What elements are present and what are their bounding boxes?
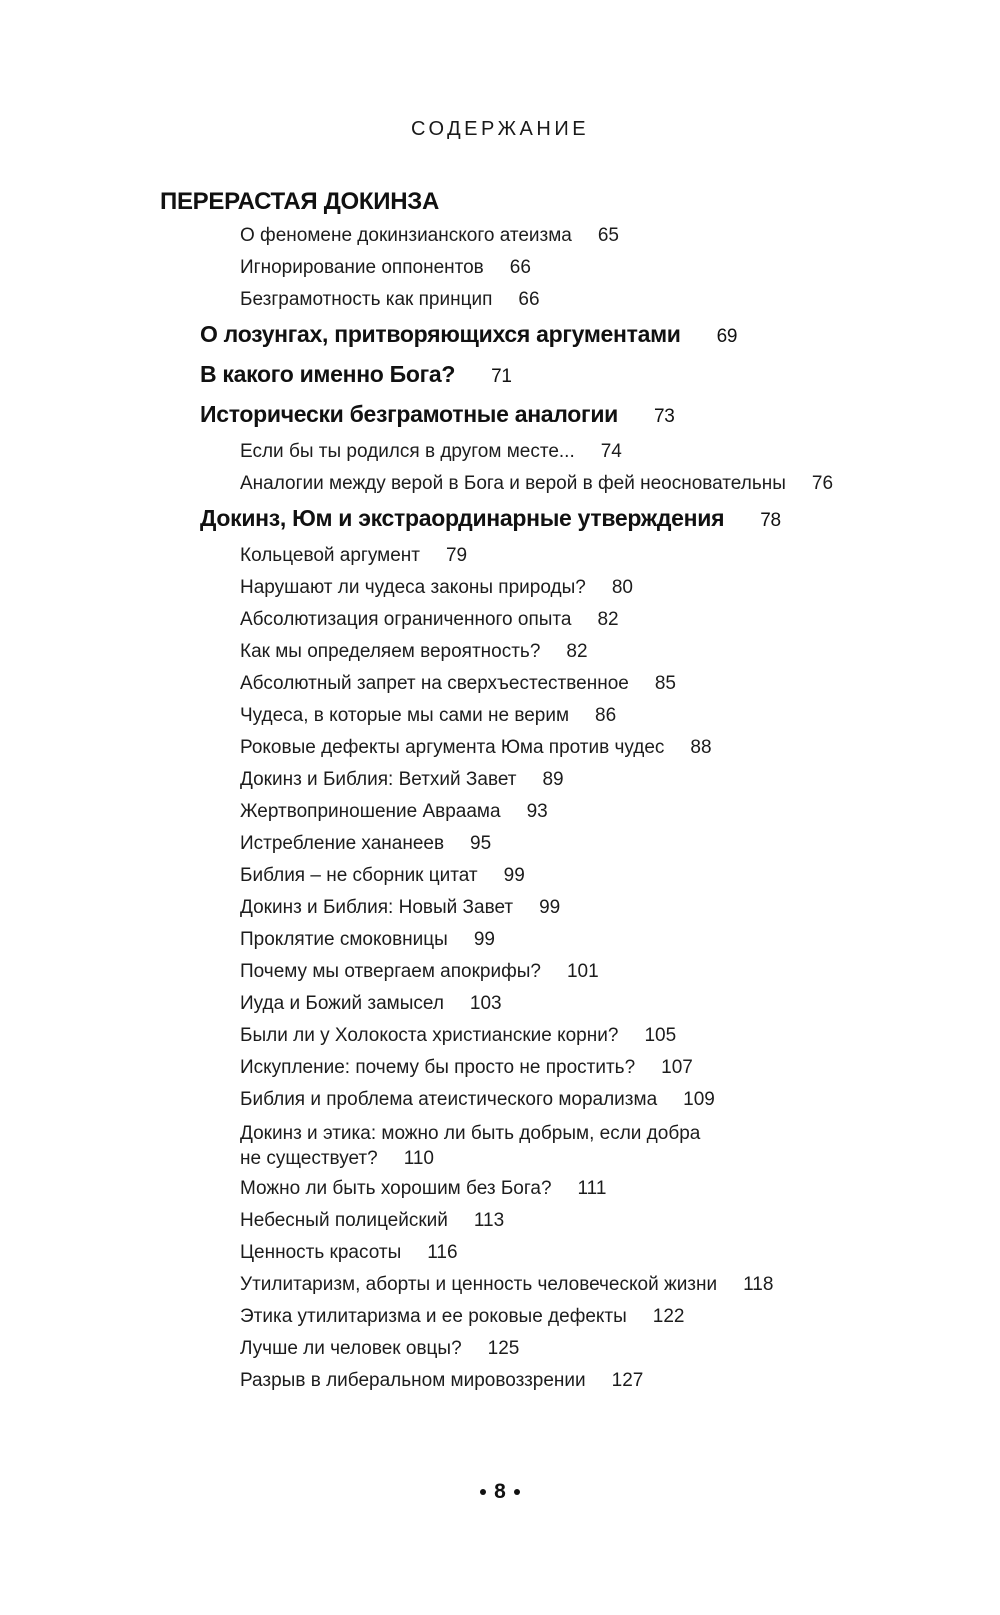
toc-chapter-title: Докинз, Юм и экстраординарные утверждения	[200, 505, 725, 531]
toc-entry-page: 105	[644, 1025, 677, 1046]
toc-entry-title: Докинз и этика: можно ли быть добрым, если добра не существует?	[240, 1123, 701, 1169]
running-head: СОДЕРЖАНИЕ	[410, 118, 590, 140]
toc-chapter-page: 78	[760, 510, 781, 531]
toc-entry-page: 118	[743, 1274, 774, 1295]
toc-entry-page: 82	[597, 609, 619, 630]
toc-entry-page: 74	[600, 441, 622, 462]
toc-entry-title: Искупление: почему бы просто не простить?	[240, 1057, 636, 1078]
toc-entry-page: 113	[473, 1210, 505, 1231]
toc-chapter[interactable]	[200, 401, 675, 429]
toc-entry-page: 99	[473, 929, 495, 950]
page-number-value: 8	[494, 1480, 506, 1503]
toc-entry[interactable]	[240, 225, 619, 248]
toc-entry-title: Безграмотность как принцип	[240, 289, 493, 310]
toc-entry-title: Абсолютный запрет на сверхъестественное	[240, 673, 629, 694]
toc-entry-page: 101	[566, 961, 599, 982]
toc-entry[interactable]	[240, 801, 548, 824]
toc-chapter-page: 71	[491, 366, 512, 387]
toc-entry-title: Были ли у Холокоста христианские корни?	[240, 1025, 619, 1046]
toc-entry[interactable]	[240, 737, 712, 760]
toc-entry-title: Ценность красоты	[240, 1242, 402, 1263]
toc-entry[interactable]	[240, 1210, 504, 1233]
toc-entry[interactable]	[240, 929, 495, 952]
toc-entry-page: 66	[509, 257, 531, 278]
toc-entry[interactable]	[240, 1274, 773, 1297]
toc-entry[interactable]	[240, 673, 676, 696]
toc-entry-page: 99	[539, 897, 561, 918]
toc-entry-title: О феномене докинзианского атеизма	[240, 225, 572, 246]
toc-entry[interactable]	[240, 993, 502, 1016]
toc-entry[interactable]	[240, 1178, 606, 1201]
toc-entry[interactable]	[240, 865, 525, 888]
toc-entry[interactable]	[240, 1370, 643, 1393]
toc-entry-title: Аналогии между верой в Бога и верой в фей неосновательны	[240, 473, 786, 494]
toc-entry-title: Если бы ты родился в другом месте...	[240, 441, 575, 462]
toc-entry[interactable]	[240, 609, 619, 632]
part-title: ПЕРЕРАСТАЯ ДОКИНЗА	[160, 188, 440, 215]
page-number	[0, 1480, 1000, 1504]
toc-entry-page: 109	[683, 1089, 715, 1110]
toc-entry[interactable]	[240, 1242, 458, 1265]
toc-chapter-title: В какого именно Бога?	[200, 361, 456, 387]
toc-entry-page: 80	[611, 577, 633, 598]
toc-entry[interactable]	[240, 545, 467, 568]
toc-entry-page: 79	[445, 545, 468, 566]
toc-entry[interactable]	[240, 1306, 685, 1329]
toc-entry-page: 107	[661, 1057, 693, 1078]
toc-entry-title: Докинз и Библия: Ветхий Завет	[240, 769, 517, 790]
toc-entry-page: 103	[469, 993, 502, 1014]
toc-chapter-title: О лозунгах, притворяющихся аргументами	[200, 321, 681, 347]
toc-entry-title: Проклятие смоковницы	[240, 929, 448, 950]
toc-entry-page: 95	[470, 833, 492, 854]
toc-entry-page: 88	[690, 737, 712, 758]
toc-entry-title: Разрыв в либеральном мировоззрении	[240, 1370, 586, 1391]
toc-entry[interactable]	[240, 1121, 710, 1171]
toc-entry-page: 116	[427, 1242, 458, 1263]
toc-entry-title: Лучше ли человек овцы?	[240, 1338, 462, 1359]
toc-entry[interactable]	[240, 257, 531, 280]
toc-entry-title: Иуда и Божий замысел	[240, 993, 444, 1014]
bullet-icon	[480, 1489, 486, 1495]
toc-entry[interactable]	[240, 833, 491, 856]
toc-entry-page: 125	[487, 1338, 520, 1359]
toc-entry-page: 93	[526, 801, 548, 822]
toc-chapter[interactable]	[200, 321, 737, 349]
toc-entry-page: 86	[595, 705, 617, 726]
toc-entry-page: 66	[518, 289, 540, 310]
toc-entry-title: Небесный полицейский	[240, 1210, 448, 1231]
toc-entry[interactable]	[240, 961, 599, 984]
toc-chapter-page: 73	[654, 406, 675, 427]
toc-entry-title: Роковые дефекты аргумента Юма против чудес	[240, 737, 665, 758]
toc-entry[interactable]	[240, 1338, 519, 1361]
toc-entry[interactable]	[240, 289, 540, 312]
toc-entry[interactable]	[240, 473, 833, 496]
toc-entry-page: 82	[566, 641, 588, 662]
toc-entry[interactable]	[240, 1089, 715, 1112]
toc-entry[interactable]	[240, 705, 616, 728]
toc-entry-title: Этика утилитаризма и ее роковые дефекты	[240, 1306, 627, 1327]
toc-entry-title: Как мы определяем вероятность?	[240, 641, 541, 662]
toc-entry[interactable]	[240, 897, 560, 920]
toc-entry-page: 99	[503, 865, 525, 886]
toc-entry[interactable]	[240, 769, 564, 792]
toc-entry-page: 127	[611, 1370, 644, 1391]
toc-entry-title: Почему мы отвергаем апокрифы?	[240, 961, 541, 982]
toc-entry-title: Абсолютизация ограниченного опыта	[240, 609, 572, 630]
toc-entry-title: Утилитаризм, аборты и ценность человеческой жизни	[240, 1274, 718, 1295]
toc-entry[interactable]	[240, 577, 633, 600]
toc-entry-title: Истребление хананеев	[240, 833, 445, 854]
toc-entry-page: 122	[652, 1306, 685, 1327]
toc-entry-title: Библия – не сборник цитат	[240, 865, 478, 886]
toc-entry-title: Чудеса, в которые мы сами не верим	[240, 705, 570, 726]
toc-entry[interactable]	[240, 1057, 693, 1080]
toc-entry-title: Игнорирование оппонентов	[240, 257, 484, 278]
bullet-icon	[514, 1489, 520, 1495]
toc-entry-page: 89	[542, 769, 564, 790]
toc-entry-title: Библия и проблема атеистического морализма	[240, 1089, 658, 1110]
toc-entry[interactable]	[240, 441, 622, 464]
toc-entry[interactable]	[240, 641, 588, 664]
toc-entry-title: Жертвоприношение Авраама	[240, 801, 501, 822]
toc-entry-page: 85	[654, 673, 676, 694]
toc-chapter-title: Исторически безграмотные аналогии	[200, 401, 619, 427]
toc-entry-page: 110	[403, 1148, 434, 1169]
toc-entry-title: Кольцевой аргумент	[240, 545, 420, 566]
toc-entry-page: 65	[597, 225, 619, 246]
toc-entry[interactable]	[240, 1025, 676, 1048]
toc-entry-title: Докинз и Библия: Новый Завет	[240, 897, 514, 918]
toc-entry-title: Нарушают ли чудеса законы природы?	[240, 577, 586, 598]
toc-entry-title: Можно ли быть хорошим без Бога?	[240, 1178, 552, 1199]
toc-chapter-page: 69	[716, 326, 738, 347]
toc-entry-page: 76	[811, 473, 834, 494]
toc-entry-page: 111	[577, 1178, 607, 1199]
toc-chapter[interactable]	[200, 361, 512, 389]
toc-chapter[interactable]	[200, 505, 781, 533]
